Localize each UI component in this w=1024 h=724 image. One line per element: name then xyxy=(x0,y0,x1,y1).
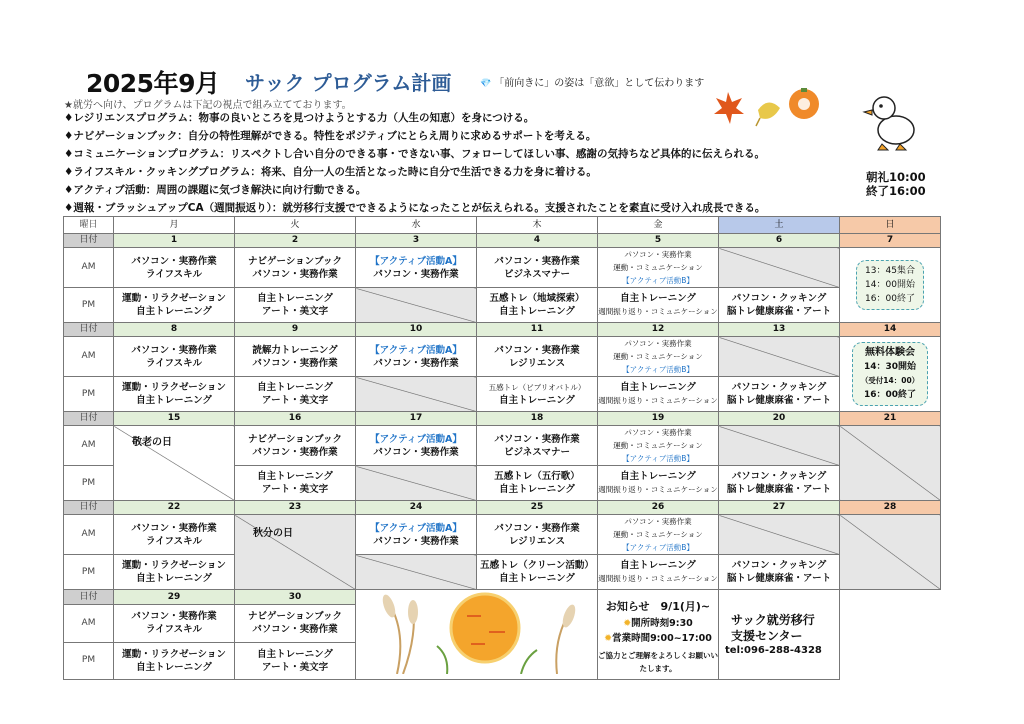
notice-business xyxy=(598,632,718,645)
date-cell: 11 xyxy=(477,323,598,337)
date-cell: 20 xyxy=(719,412,840,426)
program-text: パソコン・実務作業 xyxy=(624,250,692,259)
pm-label: PM xyxy=(64,642,114,680)
program-text: パソコン・実務作業 xyxy=(494,344,580,356)
am-row xyxy=(64,515,941,555)
holiday-cell xyxy=(114,426,235,501)
program-text: パソコン・実務作業 xyxy=(494,255,580,267)
program-text: 自主トレーニング xyxy=(257,293,333,304)
program-cell xyxy=(235,426,356,466)
empty-cell xyxy=(719,515,840,555)
event-line: 14：30開始 xyxy=(863,362,917,372)
program-text: 脳トレ健康麻雀・アート xyxy=(726,306,832,317)
date-cell: 25 xyxy=(477,501,598,515)
program-text: 自主トレーニング xyxy=(136,395,212,406)
date-cell: 10 xyxy=(356,323,477,337)
program-cell xyxy=(235,642,356,680)
pm-row xyxy=(64,288,941,323)
program-text: 【アクティブ活動B】 xyxy=(622,454,694,463)
am-row xyxy=(64,337,941,377)
program-text: パソコン・実務作業 xyxy=(624,517,692,526)
program-text: 自主トレーニング xyxy=(620,382,696,393)
weekday-wed: 水 xyxy=(356,217,477,234)
date-row xyxy=(64,323,941,337)
date-row xyxy=(64,501,941,515)
program-text: パソコン・クッキング xyxy=(731,471,827,482)
program-text: ライフスキル xyxy=(146,624,202,636)
program-cell xyxy=(114,515,235,555)
program-cell xyxy=(598,426,719,466)
event-line: 13：45集合 xyxy=(865,266,915,276)
program-text: 読解力トレーニング xyxy=(252,344,338,356)
program-text: パソコン・クッキング xyxy=(731,560,827,571)
program-text: パソコン・実務作業 xyxy=(373,357,459,369)
program-cell xyxy=(719,377,840,412)
program-cell xyxy=(598,337,719,377)
program-text: 脳トレ健康麻雀・アート xyxy=(726,395,832,406)
date-row xyxy=(64,590,941,605)
schedule-table xyxy=(63,216,941,680)
program-text: 脳トレ健康麻雀・アート xyxy=(726,484,832,495)
sunday-event-bubble xyxy=(856,260,924,310)
date-cell: 9 xyxy=(235,323,356,337)
program-text: 運動・リラクゼーション xyxy=(122,382,226,393)
notice-business-text: 営業時間9:00~17:00 xyxy=(612,633,712,644)
weekday-label: 曜日 xyxy=(64,217,114,234)
program-cell xyxy=(477,515,598,555)
holiday-label: 敬老の日 xyxy=(132,437,172,448)
date-cell: 3 xyxy=(356,234,477,248)
program-text: 週間振り返り・コミュニケーション xyxy=(598,396,718,405)
desc-weekly: ♦週報・ブラッシュアップCA（週間振返り）：就労移行支援でできるようになったことが伝えられる。支援されたことを素直に受け入れ成長できる。 xyxy=(64,202,766,214)
hours xyxy=(866,170,926,198)
program-text: 自主トレーニング xyxy=(499,484,575,495)
program-cell xyxy=(356,515,477,555)
program-text: 運動・リラクゼーション xyxy=(122,293,226,304)
contact-tel: tel:096-288-4328 xyxy=(725,645,822,656)
program-text: 自主トレーニング xyxy=(257,648,333,660)
program-cell xyxy=(598,555,719,590)
contact-cell xyxy=(719,590,840,680)
event-line: 16：00終了 xyxy=(865,294,915,304)
program-cell xyxy=(114,248,235,288)
desc-active: ♦アクティブ活動：周囲の課題に気づき解決に向け行動できる。 xyxy=(64,184,367,196)
date-cell: 5 xyxy=(598,234,719,248)
am-row xyxy=(64,426,941,466)
program-text: 自主トレーニング xyxy=(499,306,575,317)
program-text: ライフスキル xyxy=(146,535,202,547)
program-text: 五感トレ（ビブリオバトル） xyxy=(488,383,586,392)
program-text: ライフスキル xyxy=(146,268,202,280)
program-cell xyxy=(719,288,840,323)
pm-label: PM xyxy=(64,288,114,323)
am-label: AM xyxy=(64,426,114,466)
pm-label: PM xyxy=(64,466,114,501)
program-text: 自主トレーニング xyxy=(257,382,333,393)
program-text: 自主トレーニング xyxy=(257,471,333,482)
notice-cell xyxy=(598,590,719,680)
program-text: パソコン・実務作業 xyxy=(624,339,692,348)
date-cell: 19 xyxy=(598,412,719,426)
program-text: 自主トレーニング xyxy=(620,560,696,571)
program-text: 【アクティブ活動B】 xyxy=(622,276,694,285)
moon-illustration-cell xyxy=(356,590,598,680)
event-line: 14：00開始 xyxy=(865,280,915,290)
date-cell: 21 xyxy=(840,412,941,426)
program-text: 自主トレーニング xyxy=(620,471,696,482)
program-cell xyxy=(235,337,356,377)
program-cell xyxy=(598,288,719,323)
date-cell: 13 xyxy=(719,323,840,337)
program-text: パソコン・実務作業 xyxy=(494,433,580,445)
program-text: ナビゲーションブック xyxy=(248,611,342,623)
date-cell: 12 xyxy=(598,323,719,337)
program-text: 運動・リラクゼーション xyxy=(122,560,226,571)
date-cell: 2 xyxy=(235,234,356,248)
empty-cell xyxy=(719,426,840,466)
date-cell: 23 xyxy=(235,501,356,515)
contact-name-2: 支援センター xyxy=(731,629,803,643)
program-cell xyxy=(114,337,235,377)
date-cell: 30 xyxy=(235,590,356,605)
program-cell xyxy=(598,515,719,555)
title-program: サック プログラム計画 xyxy=(245,71,452,95)
program-cell xyxy=(598,466,719,501)
program-text: 五感トレ（地域探索） xyxy=(489,293,585,304)
sunday-event-cell xyxy=(840,337,941,412)
program-text: パソコン・実務作業 xyxy=(252,268,338,280)
program-text: レジリエンス xyxy=(508,535,566,547)
date-cell: 1 xyxy=(114,234,235,248)
am-label: AM xyxy=(64,605,114,643)
program-text: アート・美文字 xyxy=(261,484,329,495)
weekday-thu: 木 xyxy=(477,217,598,234)
date-cell: 22 xyxy=(114,501,235,515)
program-cell xyxy=(356,248,477,288)
trial-event-bubble xyxy=(852,342,928,406)
weekday-tue: 火 xyxy=(235,217,356,234)
sun-icon: ✹ xyxy=(623,618,632,629)
intro-text: ★就労へ向け、プログラムは下記の視点で組み立てております。 xyxy=(64,100,352,111)
program-text: 自主トレーニング xyxy=(499,573,575,584)
program-text: パソコン・実務作業 xyxy=(131,522,217,534)
pm-label: PM xyxy=(64,555,114,590)
program-cell xyxy=(235,466,356,501)
program-cell xyxy=(719,466,840,501)
program-text: 【アクティブ活動A】 xyxy=(370,255,462,267)
desc-resilience: ♦レジリエンスプログラム：物事の良いところを見つけようとする力（人生の知恵）を身につける。 xyxy=(64,112,535,124)
pm-row xyxy=(64,377,941,412)
program-cell xyxy=(114,377,235,412)
sun-icon: ✹ xyxy=(604,633,613,644)
program-cell xyxy=(477,337,598,377)
program-text: パソコン・実務作業 xyxy=(494,522,580,534)
date-label: 日付 xyxy=(64,323,114,337)
program-text: 自主トレーニング xyxy=(136,573,212,584)
program-cell xyxy=(235,288,356,323)
date-cell: 4 xyxy=(477,234,598,248)
program-text: アート・美文字 xyxy=(261,395,329,406)
program-text: 週間振り返り・コミュニケーション xyxy=(598,307,718,316)
event-line: 16：00終了 xyxy=(863,390,917,400)
program-text: パソコン・実務作業 xyxy=(252,624,338,636)
program-text: パソコン・実務作業 xyxy=(373,446,459,458)
program-cell xyxy=(598,248,719,288)
program-cell xyxy=(477,248,598,288)
contact-name-1: サック就労移行 xyxy=(731,613,815,627)
empty-cell xyxy=(356,288,477,323)
desc-navigation: ♦ナビゲーションブック：自分の特性理解ができる。特性をポジティブにとらえ周りに求めるサポートを考える。 xyxy=(64,130,597,142)
program-text: 運動・コミュニケーション xyxy=(613,530,703,539)
program-cell xyxy=(235,248,356,288)
weekday-fri: 金 xyxy=(598,217,719,234)
program-cell xyxy=(114,605,235,643)
empty-cell xyxy=(840,426,941,501)
program-text: 脳トレ健康麻雀・アート xyxy=(726,573,832,584)
program-text: 自主トレーニング xyxy=(136,661,212,673)
program-text: 【アクティブ活動A】 xyxy=(370,433,462,445)
date-cell: 29 xyxy=(114,590,235,605)
program-text: パソコン・実務作業 xyxy=(131,255,217,267)
date-label: 日付 xyxy=(64,234,114,248)
program-text: パソコン・実務作業 xyxy=(624,428,692,437)
program-cell xyxy=(356,337,477,377)
date-cell: 26 xyxy=(598,501,719,515)
motto-text: 「前向きに」の姿は「意欲」として伝わります xyxy=(494,78,705,89)
notice-thanks: ご協力とご理解をよろしくお願いいたします。 xyxy=(598,651,718,673)
notice-open xyxy=(598,617,718,630)
program-cell xyxy=(114,555,235,590)
program-text: ナビゲーションブック xyxy=(248,255,342,267)
date-row xyxy=(64,412,941,426)
program-cell xyxy=(235,605,356,643)
program-text: 運動・コミュニケーション xyxy=(613,441,703,450)
program-text: パソコン・実務作業 xyxy=(373,268,459,280)
program-text: 週間振り返り・コミュニケーション xyxy=(598,485,718,494)
program-text: 運動・コミュニケーション xyxy=(613,352,703,361)
am-label: AM xyxy=(64,248,114,288)
program-text: パソコン・実務作業 xyxy=(373,535,459,547)
date-cell: 27 xyxy=(719,501,840,515)
program-text: ナビゲーションブック xyxy=(248,433,342,445)
program-text: ビジネスマナー xyxy=(503,446,571,458)
duck-icon xyxy=(862,92,922,154)
weekday-mon: 月 xyxy=(114,217,235,234)
program-text: 運動・リラクゼーション xyxy=(122,648,226,660)
program-text: 自主トレーニング xyxy=(499,395,575,406)
date-cell: 6 xyxy=(719,234,840,248)
program-text: 五感トレ（クリーン活動） xyxy=(480,560,594,571)
event-line: （受付14：00） xyxy=(860,376,920,385)
desc-lifeskill: ♦ライフスキル・クッキングプログラム：将来、自分一人の生活となった時に自分で生活できる力を身に着ける。 xyxy=(64,166,597,178)
empty-cell xyxy=(356,466,477,501)
date-cell: 28 xyxy=(840,501,941,515)
program-cell xyxy=(598,377,719,412)
empty-cell xyxy=(356,377,477,412)
program-cell xyxy=(114,642,235,680)
notice-title: お知らせ 9/1(月)~ xyxy=(605,600,711,613)
morning-meeting-time: 朝礼10:00 xyxy=(866,170,926,184)
program-text: レジリエンス xyxy=(508,357,566,369)
empty-cell xyxy=(719,337,840,377)
program-cell xyxy=(477,288,598,323)
program-text: パソコン・クッキング xyxy=(731,293,827,304)
program-text: 【アクティブ活動B】 xyxy=(622,365,694,374)
program-text: 運動・コミュニケーション xyxy=(613,263,703,272)
motto xyxy=(480,74,704,89)
event-title: 無料体験会 xyxy=(865,347,915,358)
end-time: 終了16:00 xyxy=(866,184,926,198)
date-label: 日付 xyxy=(64,590,114,605)
weekday-header-row xyxy=(64,217,941,234)
program-cell xyxy=(477,466,598,501)
program-text: アート・美文字 xyxy=(261,306,329,317)
empty-cell xyxy=(840,515,941,590)
pm-label: PM xyxy=(64,377,114,412)
program-cell xyxy=(356,426,477,466)
desc-communication: ♦コミュニケーションプログラム：リスペクトし合い自分のできる事・できない事、フォローしてほしい事、感謝の気持ちなど具体的に伝えられる。 xyxy=(64,148,765,160)
am-label: AM xyxy=(64,515,114,555)
program-text: ビジネスマナー xyxy=(503,268,571,280)
date-label: 日付 xyxy=(64,501,114,515)
empty-cell xyxy=(356,555,477,590)
program-text: パソコン・実務作業 xyxy=(131,611,217,623)
date-cell: 7 xyxy=(840,234,941,248)
pm-row xyxy=(64,555,941,590)
program-cell xyxy=(477,426,598,466)
program-cell xyxy=(477,377,598,412)
program-text: 【アクティブ活動B】 xyxy=(622,543,694,552)
date-cell: 24 xyxy=(356,501,477,515)
program-text: パソコン・実務作業 xyxy=(131,344,217,356)
date-label: 日付 xyxy=(64,412,114,426)
title-year: 2025年9月 xyxy=(86,69,220,98)
autumn-leaves-icon xyxy=(712,88,822,132)
date-cell: 14 xyxy=(840,323,941,337)
date-cell: 18 xyxy=(477,412,598,426)
program-text: 週間振り返り・コミュニケーション xyxy=(598,574,718,583)
notice-open-text: 開所時刻9:30 xyxy=(631,618,693,629)
program-cell xyxy=(477,555,598,590)
program-text: パソコン・実務作業 xyxy=(252,446,338,458)
program-cell xyxy=(719,555,840,590)
moon-pampas-icon xyxy=(357,590,597,674)
date-cell: 16 xyxy=(235,412,356,426)
am-row xyxy=(64,248,941,288)
program-text: 【アクティブ活動A】 xyxy=(370,344,462,356)
program-text: 五感トレ（五行歌） xyxy=(494,471,580,482)
program-text: 【アクティブ活動A】 xyxy=(370,522,462,534)
program-text: ライフスキル xyxy=(146,357,202,369)
gem-icon: 💎 xyxy=(480,79,492,89)
date-cell: 17 xyxy=(356,412,477,426)
sunday-event-cell xyxy=(840,248,941,323)
am-label: AM xyxy=(64,337,114,377)
holiday-cell xyxy=(235,515,356,590)
program-text: アート・美文字 xyxy=(261,661,329,673)
date-cell: 15 xyxy=(114,412,235,426)
empty-cell xyxy=(719,248,840,288)
program-cell xyxy=(235,377,356,412)
weekday-sat: 土 xyxy=(719,217,840,234)
date-cell: 8 xyxy=(114,323,235,337)
date-row xyxy=(64,234,941,248)
program-text: 自主トレーニング xyxy=(620,293,696,304)
program-text: パソコン・実務作業 xyxy=(252,357,338,369)
program-text: 自主トレーニング xyxy=(136,306,212,317)
program-text: パソコン・クッキング xyxy=(731,382,827,393)
weekday-sun: 日 xyxy=(840,217,941,234)
program-cell xyxy=(114,288,235,323)
holiday-label: 秋分の日 xyxy=(253,528,293,539)
